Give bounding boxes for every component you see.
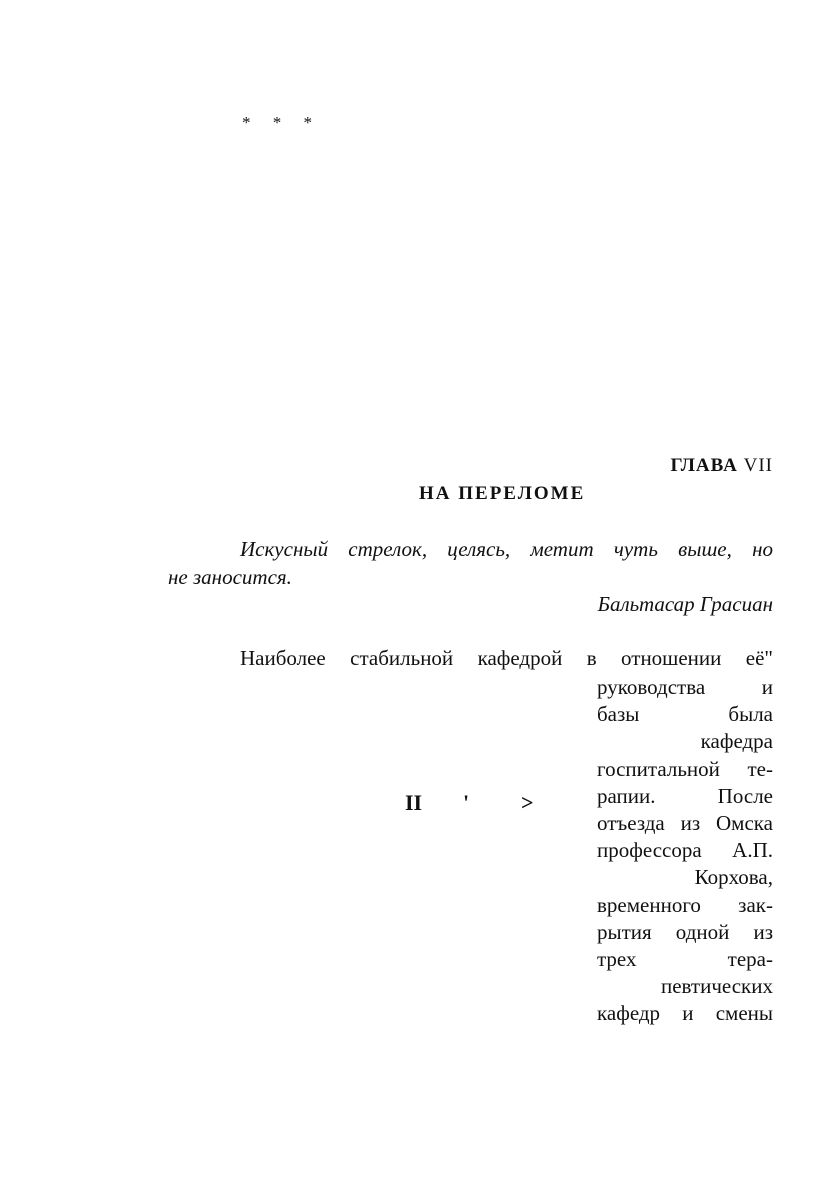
body-column-line: руководства и bbox=[597, 675, 773, 699]
stray-mark: > bbox=[521, 790, 534, 815]
body-column-line: певтических bbox=[660, 974, 773, 999]
body-column-line: кафедр и смены bbox=[597, 1001, 773, 1026]
body-column-line: профессора А.П. bbox=[597, 838, 773, 863]
epigraph-line-1: Искусный стрелок, целясь, метит чуть выше, но bbox=[240, 537, 773, 561]
chapter-title: НА ПЕРЕЛОМЕ bbox=[419, 483, 586, 504]
body-first-line: Наиболее стабильной кафедрой в отношении её" bbox=[240, 646, 773, 670]
body-column-line: рапии. После bbox=[597, 783, 773, 808]
section-separator: * * * bbox=[242, 113, 321, 132]
chapter-label: ГЛАВА bbox=[670, 455, 738, 476]
body-column-line: базы была bbox=[597, 702, 773, 727]
chapter-heading bbox=[671, 455, 773, 477]
body-column-line: госпитальной те- bbox=[597, 756, 773, 781]
body-column-line: временного зак- bbox=[597, 892, 773, 917]
body-column-line: отъезда из Омска bbox=[597, 810, 773, 835]
stray-mark: II bbox=[405, 790, 423, 815]
body-column-line: трех тера- bbox=[597, 946, 773, 971]
body-column-line: рытия одной из bbox=[597, 919, 773, 944]
body-text-column bbox=[597, 674, 773, 1027]
body-column-line: кафедра bbox=[700, 729, 773, 754]
body-column-line: Корхова, bbox=[694, 865, 773, 890]
stray-mark: ' bbox=[463, 790, 470, 815]
epigraph-author: Бальтасар Грасиан bbox=[597, 592, 773, 616]
chapter-number: VII bbox=[743, 455, 773, 476]
stray-marks bbox=[405, 790, 534, 816]
epigraph-line-2: не заносится. bbox=[168, 565, 292, 589]
